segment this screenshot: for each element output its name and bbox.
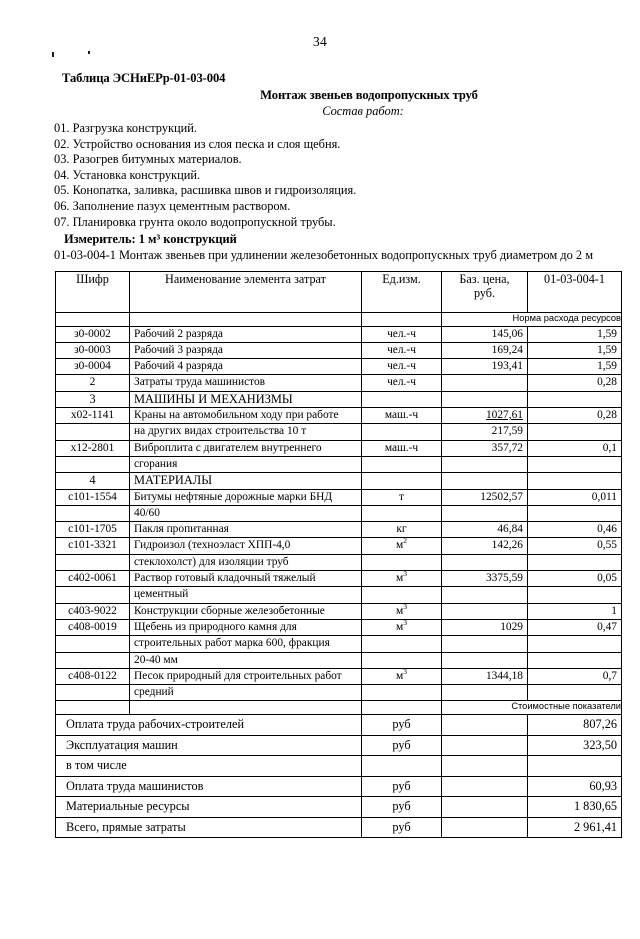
row-code: [56, 505, 130, 521]
list-item: 03. Разогрев битумных материалов.: [54, 152, 242, 167]
cost-row-unit: руб: [362, 817, 442, 838]
scan-artifact-icon: [52, 52, 54, 57]
row-price: [442, 408, 528, 424]
row-unit: чел.-ч: [362, 342, 442, 358]
row-unit: [362, 685, 442, 701]
row-code: с408-0122: [56, 668, 130, 684]
row-code: с101-1705: [56, 522, 130, 538]
table-row: [56, 603, 622, 619]
row-price: [442, 391, 528, 407]
row-unit-base: кг: [396, 523, 407, 536]
band-spacer: [130, 312, 362, 326]
row-norm: 0,011: [528, 489, 622, 505]
row-price: 169,24: [442, 342, 528, 358]
row-norm: [528, 685, 622, 701]
row-price: 145,06: [442, 326, 528, 342]
row-price: [442, 505, 528, 521]
row-norm: 0,7: [528, 668, 622, 684]
row-code: с408-0019: [56, 619, 130, 635]
row-code: [56, 456, 130, 472]
row-price: 357,72: [442, 440, 528, 456]
row-norm: 0,1: [528, 440, 622, 456]
cost-row-unit: руб: [362, 735, 442, 756]
row-code: [56, 424, 130, 440]
cost-row-label: Оплата труда машинистов: [56, 776, 362, 797]
row-unit: [362, 554, 442, 570]
row-unit: маш.-ч: [362, 408, 442, 424]
cost-row-value: 807,26: [528, 715, 622, 736]
cost-row-value: 1 830,65: [528, 797, 622, 818]
row-code: [56, 652, 130, 668]
row-unit: [362, 603, 442, 619]
row-unit-base: м: [396, 539, 404, 552]
table-row: [56, 619, 622, 635]
table-row: [56, 342, 622, 358]
list-item: 06. Заполнение пазух цементным раствором.: [54, 198, 291, 213]
row-name: Битумы нефтяные дорожные марки БНД: [130, 489, 362, 505]
row-unit: [362, 636, 442, 652]
row-price: 1344,18: [442, 668, 528, 684]
row-code: с402-0061: [56, 571, 130, 587]
row-code: [56, 587, 130, 603]
row-unit: [362, 522, 442, 538]
row-norm: 0,46: [528, 522, 622, 538]
row-unit-base: м: [396, 604, 404, 617]
measurement-unit-label: Измеритель: 1 м³ конструкций: [64, 232, 237, 247]
row-price-secondary: 217,59: [442, 424, 528, 440]
row-unit-exponent: 3: [403, 618, 407, 628]
row-unit: [362, 619, 442, 635]
cost-row-label: в том числе: [56, 756, 362, 777]
row-name: Рабочий 4 разряда: [130, 359, 362, 375]
row-norm: [528, 391, 622, 407]
row-unit: [362, 668, 442, 684]
section-number: 3: [56, 391, 130, 407]
cost-row: [56, 715, 622, 736]
row-name: Пакля пропитанная: [130, 522, 362, 538]
table-row: [56, 489, 622, 505]
table-row: [56, 326, 622, 342]
row-unit: чел.-ч: [362, 375, 442, 391]
row-price: 1029: [442, 619, 528, 635]
cost-row: [56, 797, 622, 818]
cost-row: [56, 735, 622, 756]
cost-row-value: 60,93: [528, 776, 622, 797]
table-row: [56, 359, 622, 375]
band-label-cost: Стоимостные показатели: [442, 701, 622, 715]
cost-row-price: [442, 797, 528, 818]
row-unit: [362, 571, 442, 587]
cost-row-price: [442, 715, 528, 736]
section-title: МАТЕРИАЛЫ: [130, 473, 362, 489]
row-price: [442, 587, 528, 603]
row-norm: 1,59: [528, 326, 622, 342]
row-name-continued: на других видах строительства 10 т: [130, 424, 362, 440]
row-norm: [528, 554, 622, 570]
document-content: [0, 71, 640, 838]
page-number: 34: [312, 34, 328, 49]
cost-row-total: [56, 817, 622, 838]
table-row-continuation: [56, 685, 622, 701]
band-spacer: [362, 701, 442, 715]
row-unit: чел.-ч: [362, 359, 442, 375]
table-row: [56, 668, 622, 684]
row-unit-exponent: 3: [403, 667, 407, 676]
cost-row-label: Эксплуатация машин: [56, 735, 362, 756]
row-price: [442, 554, 528, 570]
cost-row-unit: руб: [362, 715, 442, 736]
row-price: 193,41: [442, 359, 528, 375]
row-unit: [362, 587, 442, 603]
column-header-price-line1: Баз. цена,: [459, 271, 510, 286]
row-name: Затраты труда машинистов: [130, 375, 362, 391]
row-price: 46,84: [442, 522, 528, 538]
row-norm: [528, 652, 622, 668]
row-price: [442, 652, 528, 668]
list-item: 07. Планировка грунта около водопропускной трубы.: [54, 214, 336, 229]
band-spacer: [56, 312, 130, 326]
row-name: Щебень из природного камня для: [130, 619, 362, 635]
row-norm: [528, 456, 622, 472]
row-code: [56, 685, 130, 701]
row-code: х02-1141: [56, 408, 130, 424]
row-unit-exponent: 3: [403, 601, 407, 611]
row-name-continued: цементный: [130, 587, 362, 603]
row-unit: [362, 489, 442, 505]
row-norm: [528, 424, 622, 440]
row-unit: [362, 538, 442, 554]
band-cost-indicators: [56, 701, 622, 715]
band-resource-norm: [56, 312, 622, 326]
section-title: МАШИНЫ И МЕХАНИЗМЫ: [130, 391, 362, 407]
row-norm: 1,59: [528, 359, 622, 375]
table-row-continuation: [56, 424, 622, 440]
cost-row-price: [442, 756, 528, 777]
list-item: 04. Установка конструкций.: [54, 167, 201, 182]
table-row: [56, 408, 622, 424]
row-norm: 0,55: [528, 538, 622, 554]
row-name: Конструкции сборные железобетонные: [130, 603, 362, 619]
row-code: с101-3321: [56, 538, 130, 554]
row-code: с403-9022: [56, 603, 130, 619]
row-norm: [528, 473, 622, 489]
cost-row-subheading: [56, 756, 622, 777]
column-header-unit: Ед.изм.: [362, 271, 442, 312]
row-unit-base: м: [396, 620, 404, 633]
row-unit: маш.-ч: [362, 440, 442, 456]
table-row-machinist-labor: [56, 375, 622, 391]
cost-row-unit: руб: [362, 776, 442, 797]
cost-row: [56, 776, 622, 797]
row-unit-base: т: [399, 490, 404, 503]
row-name-continued: стеклохолст) для изоляции труб: [130, 554, 362, 570]
row-price: 12502,57: [442, 489, 528, 505]
row-code: з0-0003: [56, 342, 130, 358]
table-row-continuation: [56, 636, 622, 652]
section-number: 4: [56, 473, 130, 489]
norm-description: 01-03-004-1 Монтаж звеньев при удлинении железобетонных водопропускных труб диаметром до 2 м: [54, 248, 594, 263]
row-norm: 0,28: [528, 408, 622, 424]
row-norm: [528, 636, 622, 652]
table-row-continuation: [56, 554, 622, 570]
cost-row-value: [528, 756, 622, 777]
row-unit-exponent: 2: [403, 536, 407, 546]
row-norm: 1,59: [528, 342, 622, 358]
cost-row-label: Всего, прямые затраты: [56, 817, 362, 838]
row-norm: 0,47: [528, 619, 622, 635]
row-code: з0-0002: [56, 326, 130, 342]
row-price: [442, 636, 528, 652]
row-unit-exponent: 3: [403, 569, 407, 579]
row-price: [442, 685, 528, 701]
row-name: Гидроизол (техноэласт ХПП-4,0: [130, 538, 362, 554]
row-price: [442, 473, 528, 489]
row-code: 2: [56, 375, 130, 391]
row-name: Виброплита с двигателем внутреннего: [130, 440, 362, 456]
list-item: 01. Разгрузка конструкций.: [54, 121, 198, 135]
row-name: Краны на автомобильном ходу при работе: [130, 408, 362, 424]
table-row-continuation: [56, 587, 622, 603]
table-row: [56, 522, 622, 538]
row-unit: [362, 424, 442, 440]
row-name: Рабочий 2 разряда: [130, 326, 362, 342]
row-unit-base: м: [396, 572, 404, 585]
table-header-row: [56, 271, 622, 312]
row-norm: [528, 587, 622, 603]
row-price: [442, 456, 528, 472]
row-code: с101-1554: [56, 489, 130, 505]
table-row-continuation: [56, 505, 622, 521]
band-spacer: [130, 701, 362, 715]
column-header-norm: 01-03-004-1: [528, 271, 622, 312]
list-item: 05. Конопатка, заливка, расшивка швов и гидроизоляция.: [54, 183, 357, 198]
row-code: з0-0004: [56, 359, 130, 375]
table-row: [56, 571, 622, 587]
document-page: [0, 34, 640, 939]
scan-artifact-icon: [88, 51, 90, 54]
cost-row-unit: [362, 756, 442, 777]
row-name: Песок природный для строительных работ: [130, 668, 362, 684]
composition-of-works-label: Состав работ:: [322, 104, 404, 118]
row-unit: [362, 456, 442, 472]
section-header-machines: [56, 391, 622, 407]
table-code-heading: Таблица ЭСНиЕРр-01-03-004: [62, 71, 226, 85]
row-unit: чел.-ч: [362, 326, 442, 342]
row-unit-base: м: [396, 669, 404, 682]
column-header-price: [442, 271, 528, 312]
row-price: [442, 603, 528, 619]
cost-row-label: Оплата труда рабочих-строителей: [56, 715, 362, 736]
row-name: Раствор готовый кладочный тяжелый: [130, 571, 362, 587]
row-norm: 1: [528, 603, 622, 619]
table-row-continuation: [56, 456, 622, 472]
row-price: 3375,59: [442, 571, 528, 587]
row-unit: [362, 652, 442, 668]
row-code: [56, 554, 130, 570]
works-list: [54, 121, 624, 230]
row-name-continued: сгорания: [130, 456, 362, 472]
cost-row-unit: руб: [362, 797, 442, 818]
cost-row-price: [442, 817, 528, 838]
cost-row-label: Материальные ресурсы: [56, 797, 362, 818]
cost-row-price: [442, 776, 528, 797]
row-norm: 0,28: [528, 375, 622, 391]
table-row: [56, 440, 622, 456]
row-norm: 0,05: [528, 571, 622, 587]
row-name: Рабочий 3 разряда: [130, 342, 362, 358]
row-code: [56, 636, 130, 652]
row-name-continued: строительных работ марка 600, фракция: [130, 636, 362, 652]
row-name-continued: средний: [130, 685, 362, 701]
row-name-continued: 20-40 мм: [130, 652, 362, 668]
row-price: 142,26: [442, 538, 528, 554]
band-spacer: [362, 312, 442, 326]
cost-row-value: 2 961,41: [528, 817, 622, 838]
column-header-price-line2: руб.: [473, 285, 496, 300]
section-header-materials: [56, 473, 622, 489]
band-spacer: [56, 701, 130, 715]
table-row-continuation: [56, 652, 622, 668]
list-item: 02. Устройство основания из слоя песка и слоя щебня.: [54, 136, 341, 151]
row-price: [442, 375, 528, 391]
row-unit: [362, 391, 442, 407]
row-unit: [362, 505, 442, 521]
table-row: [56, 538, 622, 554]
row-norm: [528, 505, 622, 521]
row-code: х12-2801: [56, 440, 130, 456]
column-header-name: Наименование элемента затрат: [130, 271, 362, 312]
row-price-value: 1027,61: [485, 409, 523, 422]
band-label-resources: Норма расхода ресурсов: [442, 312, 622, 326]
estimate-table: [55, 271, 622, 839]
cost-row-price: [442, 735, 528, 756]
row-unit: [362, 473, 442, 489]
cost-row-value: 323,50: [528, 735, 622, 756]
page-title: Монтаж звеньев водопропускных труб: [260, 88, 478, 102]
column-header-code: Шифр: [56, 271, 130, 312]
row-name-continued: 40/60: [130, 505, 362, 521]
